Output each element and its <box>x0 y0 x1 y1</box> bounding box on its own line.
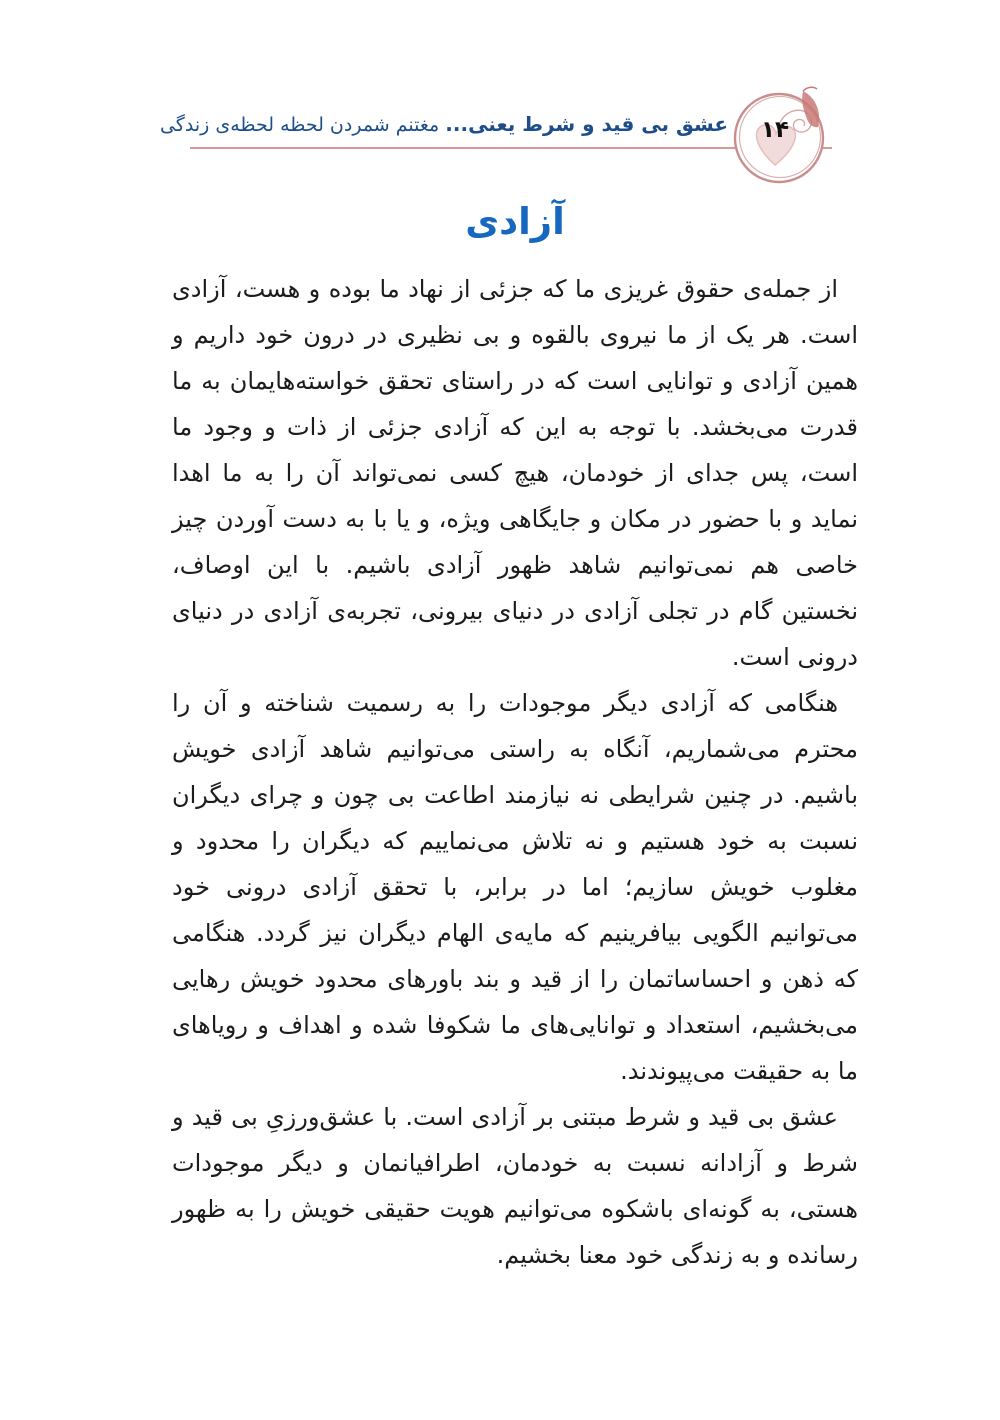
chapter-title: آزادی <box>465 200 565 243</box>
paragraph-1: از جمله‌ی حقوق غریزی ما که جزئی از نهاد ما بوده و هست، آزادی است. هر یک از ما نیروی بالقوه و بی نظیری در درون خود داریم و همین آزادی و توانایی است که در راستای تحقق خواسته‌هایمان به ما قدرت می‌بخشد. با توجه به این که آزادی جزئی از ذات و وجود ما است، پس جدای از خودمان، هیچ کسی نمی‌تواند آن را به ما اهدا نماید و با حضور در مکان و جایگاهی ویژه، و یا با به دست آوردن چیز خاصی هم نمی‌توانیم شاهد ظهور آزادی باشیم. با این اوصاف، نخستین گام در تجلی آزادی در دنیای بیرونی، تجربه‌ی آزادی در دنیای درونی است. <box>172 275 858 671</box>
paragraph-3: عشق بی قید و شرط مبتنی بر آزادی است. با عشق‌ورزیِ بی قید و شرط و آزادانه نسبت به خودمان، اطرافیانمان و دیگر موجودات هستی، به گونه‌ای باشکوه می‌توانیم هویت حقیقی خویش را به ظهور رسانده و به زندگی خود معنا بخشیم. <box>172 1103 858 1269</box>
body-text <box>172 266 858 1278</box>
running-head <box>160 112 728 136</box>
running-head-rest: مغتنم شمردن لحظه لحظه‌ی زندگی <box>159 114 440 136</box>
running-head-bold: عشق بی قید و شرط یعنی... <box>445 112 728 136</box>
paragraph-2: هنگامی که آزادی دیگر موجودات را به رسمیت شناخته و آن را محترم می‌شماریم، آنگاه به راستی می‌توانیم شاهد آزادی خویش باشیم. در چنین شرایطی نه نیازمند اطاعت بی چون و چرای دیگران نسبت به خود هستیم و نه تلاش می‌نماییم که دیگران را محدود و مغلوب خویش سازیم؛ اما در برابر، با تحقق آزادی درونی خود می‌توانیم الگویی بیافرینیم که مایه‌ی الهام دیگران نیز گردد. هنگامی که ذهن و احساساتمان را از قید و بند باورهای محدود خویش رهایی می‌بخشیم، استعداد و توانایی‌های ما شکوفا شده و اهداف و رویاهای ما به حقیقت می‌پیوندند. <box>172 689 858 1085</box>
page-number: ۱۴ <box>760 117 790 143</box>
page-number-ornament <box>723 81 837 195</box>
